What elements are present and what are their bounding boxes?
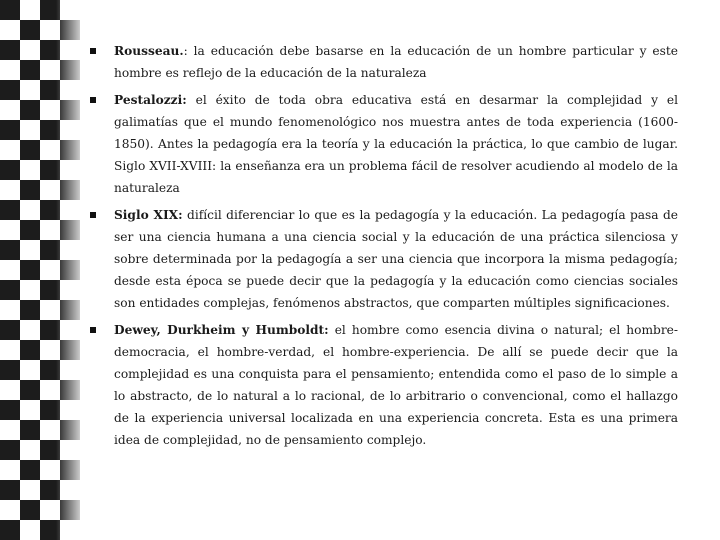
checker-square xyxy=(0,100,20,120)
bullet-dewey-durkheim-humboldt xyxy=(88,319,678,451)
checker-square xyxy=(20,420,40,440)
checker-square xyxy=(0,460,20,480)
checker-square xyxy=(20,500,40,520)
checker-square xyxy=(0,80,20,100)
checker-square xyxy=(20,20,40,40)
checker-square xyxy=(0,160,20,180)
square-bullet-icon xyxy=(90,48,96,54)
bullet-text: el éxito de toda obra educativa está en desarmar la complejidad y el galimatías que el mundo fenomenológico nos muestra antes de toda experiencia (1600-1850). Antes la pedagogía era la teoría y la educación la práctica, lo que cambio de lugar. Siglo XVII-XVIII: la enseñanza era un problema fácil de resolver acudiendo al modelo de la naturaleza xyxy=(114,93,678,195)
checker-square xyxy=(0,60,20,80)
checker-square xyxy=(20,220,40,240)
checker-square xyxy=(0,40,20,60)
checker-square xyxy=(20,300,40,320)
checker-square xyxy=(20,520,40,540)
checker-square xyxy=(20,160,40,180)
checker-square xyxy=(0,280,20,300)
checker-square xyxy=(0,20,20,40)
checker-square xyxy=(20,200,40,220)
bullet-term: Siglo XIX: xyxy=(114,208,183,222)
checker-square xyxy=(20,480,40,500)
checker-square xyxy=(0,400,20,420)
checker-square xyxy=(20,180,40,200)
checker-square xyxy=(0,440,20,460)
checker-square xyxy=(20,460,40,480)
checker-square xyxy=(20,340,40,360)
checker-square xyxy=(20,400,40,420)
checker-square xyxy=(20,360,40,380)
checker-square xyxy=(0,220,20,240)
checker-square xyxy=(20,140,40,160)
checker-square xyxy=(0,500,20,520)
checker-square xyxy=(20,380,40,400)
checker-square xyxy=(20,120,40,140)
checker-square xyxy=(20,440,40,460)
checker-square xyxy=(0,340,20,360)
checker-square xyxy=(0,120,20,140)
bullet-siglo-xix xyxy=(88,204,678,314)
checker-square xyxy=(0,380,20,400)
checker-square xyxy=(20,240,40,260)
checker-square xyxy=(0,420,20,440)
checker-square xyxy=(0,320,20,340)
checker-square xyxy=(20,100,40,120)
bullet-text: difícil diferenciar lo que es la pedagogía y la educación. La pedagogía pasa de ser una ciencia humana a una ciencia social y la educación de una práctica silenciosa y sobre determinada por la pedagogía a ser una ciencia que incorpora la misma pedagogía; desde esta época se puede decir que la pedagogía y la educación como ciencias sociales son entidades complejas, fenómenos abstractos, que comparten múltiples significaciones. xyxy=(114,208,678,310)
checker-square xyxy=(0,140,20,160)
checker-square xyxy=(0,200,20,220)
checker-square xyxy=(20,260,40,280)
checker-square xyxy=(20,320,40,340)
checker-square xyxy=(0,240,20,260)
checker-square xyxy=(20,40,40,60)
checker-square xyxy=(20,60,40,80)
checker-square xyxy=(20,0,40,20)
bullet-text: el hombre como esencia divina o natural; el hombre-democracia, el hombre-verdad, el hombre-experiencia. De allí se puede decir que la complejidad es una conquista para el pensamiento; entendida como el paso de lo simple a lo abstracto, de lo natural a lo racional, de lo arbitrario o convencional, como el hallazgo de la experiencia universal localizada en una experiencia concreta. Esta es una primera idea de complejidad, no de pensamiento complejo. xyxy=(114,323,678,447)
checker-square xyxy=(0,180,20,200)
bullet-term: Dewey, Durkheim y Humboldt: xyxy=(114,323,329,337)
checker-square xyxy=(0,480,20,500)
bullet-rousseau xyxy=(88,40,678,84)
checker-square xyxy=(20,80,40,100)
bullet-term: Rousseau. xyxy=(114,44,184,58)
bullet-list xyxy=(88,40,678,451)
square-bullet-icon xyxy=(90,212,96,218)
border-fade xyxy=(56,0,84,540)
bullet-term: Pestalozzi: xyxy=(114,93,187,107)
square-bullet-icon xyxy=(90,327,96,333)
checker-square xyxy=(0,520,20,540)
bullet-pestalozzi xyxy=(88,89,678,199)
slide-content xyxy=(88,40,678,456)
checker-square xyxy=(20,280,40,300)
checker-square xyxy=(0,300,20,320)
bullet-text: : la educación debe basarse en la educación de un hombre particular y este hombre es reflejo de la educación de la naturaleza xyxy=(114,44,678,80)
checker-square xyxy=(0,260,20,280)
checker-square xyxy=(0,0,20,20)
square-bullet-icon xyxy=(90,97,96,103)
checker-square xyxy=(0,360,20,380)
